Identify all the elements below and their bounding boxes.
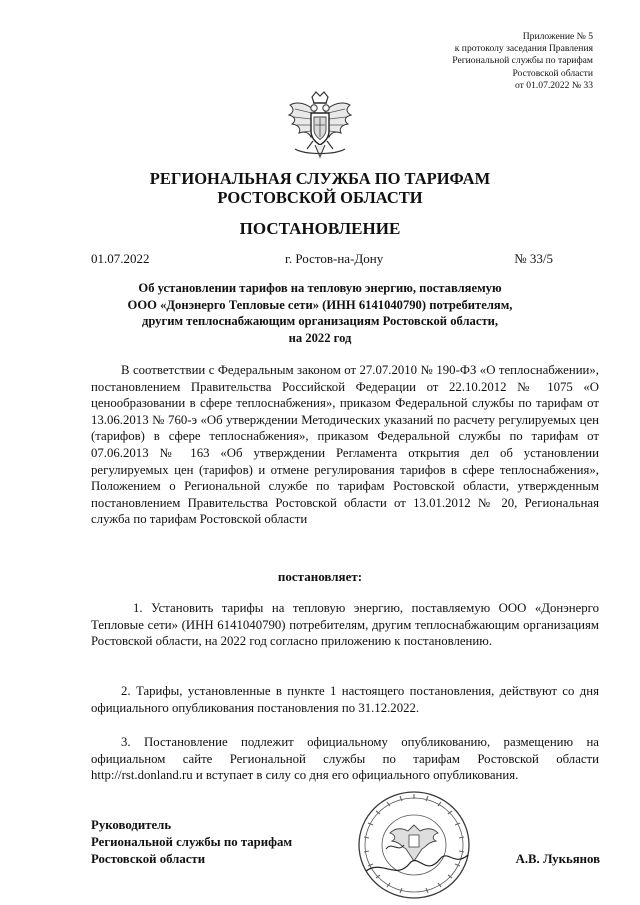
organization-title	[60, 169, 580, 207]
appendix-line: от 01.07.2022 № 33	[515, 79, 593, 91]
document-date: 01.07.2022	[91, 251, 150, 266]
clause-number: 2.	[121, 684, 131, 698]
clause-text: Установить тарифы на тепловую энергию, поставляемую ООО «Донэнерго Тепловые сети» (ИНН 6141040790) потребителям, другим теплоснабжающим организациям Ростовской области, на 2022 год согласно приложению к постановлению.	[91, 601, 599, 649]
clause-3	[91, 734, 599, 784]
organization-title-line-2: РОСТОВСКОЙ ОБЛАСТИ	[217, 188, 423, 207]
clause-number: 3.	[121, 735, 131, 749]
official-seal-stamp-icon	[356, 789, 472, 901]
appendix-line: Региональной службы по тарифам	[452, 55, 593, 67]
signatory-position-line-1: Руководитель	[91, 818, 172, 832]
signatory-position-line-3: Ростовской области	[91, 852, 206, 866]
preamble-paragraph: В соответствии с Федеральным законом от 27.07.2010 № 190-ФЗ «О теплоснабжении», постановлением Правительства Российской Федерации от 22.10.2012 № 1075 «О ценообразовании в сфере теплоснабжения», приказом Федеральной службы по тарифам от 13.06.2013 № 760-э «Об утверждении Методических указаний по расчету регулируемых цен (тарифов) в сфере теплоснабжения», приказом Федеральной службы по тарифам от 07.06.2013 № 163 «Об утверждении Регламента открытия дел об установлении регулируемых цен (тарифов) и отмене регулирования тарифов в сфере теплоснабжения», Положением о Региональной службе по тарифам Ростовской области, утвержденным постановлением Правительства Ростовской области от 13.01.2012 № 20, Региональная служба по тарифам Ростовской области	[91, 363, 599, 527]
coat-of-arms-emblem-icon	[287, 91, 353, 161]
clause-text: Тарифы, установленные в пункте 1 настоящего постановления, действуют со дня официального опубликования постановления по 31.12.2022.	[91, 684, 599, 715]
subject-line: Об установлении тарифов на тепловую энергию, поставляемую	[138, 281, 502, 295]
signatory-position-line-2: Региональной службы по тарифам	[91, 835, 293, 849]
appendix-line: Приложение № 5	[522, 31, 593, 42]
subject-line: на 2022 год	[288, 330, 352, 345]
document-number: № 33/5	[514, 251, 553, 266]
clause-number: 1.	[133, 601, 143, 615]
document-city: г. Ростов-на-Дону	[285, 251, 384, 266]
document-subject	[95, 280, 545, 346]
organization-title-line-1: РЕГИОНАЛЬНАЯ СЛУЖБА ПО ТАРИФАМ	[149, 169, 491, 188]
clause-1	[91, 600, 599, 650]
subject-line: другим теплоснабжающим организациям Ростовской области,	[141, 314, 499, 328]
appendix-note	[373, 31, 593, 92]
clause-2	[91, 683, 599, 716]
resolves-heading: постановляет:	[277, 569, 363, 584]
appendix-line: Ростовской области	[512, 67, 593, 79]
appendix-line: к протоколу заседания Правления	[454, 43, 593, 55]
subject-line: ООО «Донэнерго Тепловые сети» (ИНН 6141040790) потребителям,	[127, 297, 513, 312]
signatory-name: А.В. Лукьянов	[515, 852, 600, 866]
clause-text: Постановление подлежит официальному опубликованию, размещению на официальном сайте Региональной службы по тарифам Ростовской области http://rst.donland.ru и вступает в силу со дня его официального опубликования.	[91, 735, 599, 783]
document-type-heading: ПОСТАНОВЛЕНИЕ	[239, 219, 401, 238]
signature-block	[91, 817, 292, 868]
